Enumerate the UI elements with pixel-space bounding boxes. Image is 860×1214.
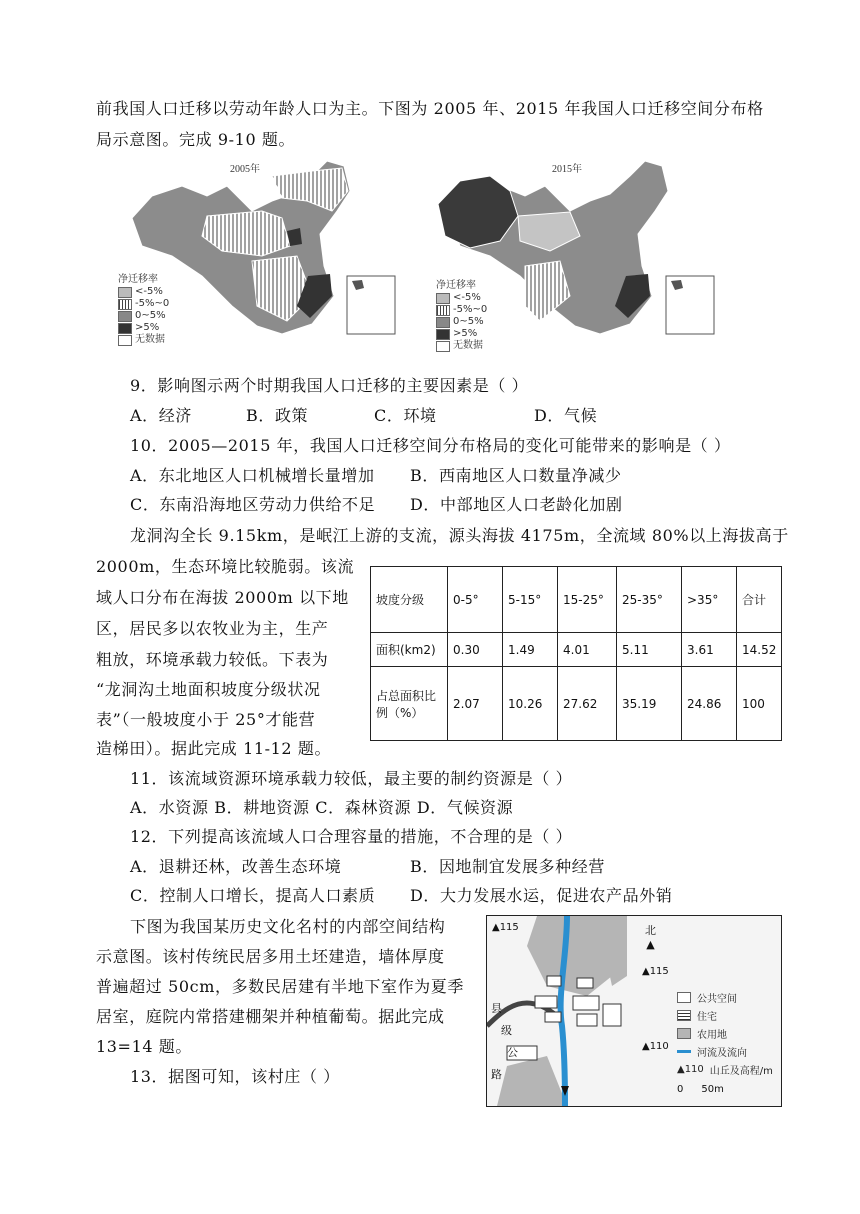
legend-swatch [677,992,691,1003]
table-cell: 3.61 [682,633,737,667]
intro-line-1: 前我国人口迁移以劳动年龄人口为主。下图为 2005 年、2015 年我国人口迁移空间分布格 [96,99,764,118]
legend-label: <-5% [453,292,481,303]
q12-option-b: B．因地制宜发展多种经营 [410,857,605,876]
scale-bar [677,1084,724,1095]
legend-swatch [436,341,450,352]
legend-label: -5%~0 [135,298,170,309]
legend-2015 [436,280,487,352]
q12-option-c: C．控制人口增长，提高人口素质 [130,886,376,905]
scale-label: 0 [677,1084,684,1095]
question-11: 11．该流域资源环境承载力较低，最主要的制约资源是（ ） [130,769,573,788]
question-12: 12．下列提高该流域人口合理容量的措施，不合理的是（ ） [130,827,573,846]
passage2-line-7: 表”（一般坡度小于 25°才能营 [96,710,316,729]
table-cell: 10.26 [503,667,558,741]
q10-option-a: A．东北地区人口机械增长量增加 [130,466,375,485]
q10-option-c: C．东南沿海地区劳动力供给不足 [130,495,376,514]
legend-title: 净迁移率 [436,280,476,291]
table-cell: 5.11 [617,633,682,667]
legend-swatch [436,293,450,304]
village-legend [677,988,773,1078]
legend-label: <-5% [135,286,163,297]
legend-swatch [436,317,450,328]
passage2-line-3: 域人口分布在海拔 2000m 以下地 [96,588,349,607]
passage3-line-4: 居室，庭院内常搭建棚架并种植葡萄。据此完成 [96,1007,445,1026]
passage3-line-5: 13=14 题。 [96,1037,193,1056]
legend-label: -5%~0 [453,304,488,315]
legend-2005 [118,274,169,346]
table-cell: 5-15° [503,567,558,633]
q12-option-a: A．退耕还林，改善生态环境 [130,857,342,876]
legend-swatch [436,305,450,316]
legend-label: >5% [453,328,478,339]
passage2-line-6: “龙洞沟土地面积坡度分级状况 [96,680,321,699]
table-cell: 合计 [737,567,782,633]
table-cell: 15-25° [558,567,617,633]
road-char: 级 [501,1024,512,1037]
legend-label: 河流及流向 [697,1047,747,1059]
q12-option-d: D．大力发展水运，促进农产品外销 [410,886,673,905]
elevation-label: ▲110 [642,1041,669,1052]
passage2-line-1: 龙洞沟全长 9.15km，是岷江上游的支流，源头海拔 4175m，全流域 80%以上海拔高于 [130,526,789,545]
q11-options: A．水资源 B．耕地资源 C．森林资源 D．气候资源 [130,798,514,817]
legend-swatch [677,1028,691,1039]
legend-swatch [436,329,450,340]
north-label: 北 [645,924,656,937]
legend-swatch [118,335,132,346]
q9-option-d: D．气候 [534,406,598,425]
question-13: 13．据图可知，该村庄（ ） [130,1067,340,1086]
question-9: 9．影响图示两个时期我国人口迁移的主要因素是（ ） [130,376,529,395]
legend-label: 农用地 [697,1029,727,1041]
table-cell: 4.01 [558,633,617,667]
legend-swatch [677,1010,691,1021]
road-char: 路 [491,1068,502,1081]
legend-title: 净迁移率 [118,274,158,285]
table-cell: 0-5° [448,567,503,633]
table-cell: 2.07 [448,667,503,741]
passage2-line-4: 区，居民多以农牧业为主，生产 [96,619,329,638]
legend-label: 住宅 [697,1011,717,1023]
map-2015-year: 2015年 [552,164,582,175]
passage3-line-1: 下图为我国某历史文化名村的内部空间结构 [130,917,446,936]
legend-label: 公共空间 [697,993,737,1005]
village-map [486,915,782,1107]
table-cell: 1.49 [503,633,558,667]
legend-label: 0~5% [135,310,166,321]
table-cell: 坡度分级 [371,567,448,633]
legend-swatch [118,299,132,310]
table-row [371,633,782,667]
table-cell: >35° [682,567,737,633]
map-2005-year: 2005年 [230,164,260,175]
passage3-line-3: 普遍超过 50cm，多数民居建有半地下室作为夏季 [96,977,464,996]
hill-symbol: ▲110 [677,1063,704,1075]
table-cell: 占总面积比例（%） [371,667,448,741]
road-label [491,998,518,1086]
legend-label: 无数据 [453,340,483,351]
legend-label: 0~5% [453,316,484,327]
legend-swatch [118,287,132,298]
q9-option-a: A．经济 [130,406,192,425]
table-cell: 100 [737,667,782,741]
question-10: 10．2005—2015 年，我国人口迁移空间分布格局的变化可能带来的影响是（ ） [130,436,731,455]
table-cell: 面积(km2) [371,633,448,667]
table-cell: 27.62 [558,667,617,741]
table-cell: 14.52 [737,633,782,667]
legend-label: 山丘及高程/m [709,1065,773,1077]
q10-option-d: D．中部地区人口老龄化加剧 [410,495,623,514]
north-arrow-icon: ▲ [646,938,655,951]
q10-option-b: B．西南地区人口数量净减少 [410,466,622,485]
intro-line-2: 局示意图。完成 9-10 题。 [96,130,296,149]
slope-table [370,566,782,741]
road-char: 县 [491,1002,502,1015]
table-cell: 35.19 [617,667,682,741]
legend-label: 无数据 [135,334,165,345]
river-swatch [677,1050,691,1053]
scale-label: 50m [701,1084,724,1095]
q9-option-c: C．环境 [374,406,437,425]
north-arrow [645,922,656,951]
passage2-line-8: 造梯田）。据此完成 11-12 题。 [96,739,332,758]
legend-swatch [118,311,132,322]
q9-option-b: B．政策 [246,406,309,425]
passage2-line-5: 粗放，环境承载力较低。下表为 [96,650,329,669]
passage3-line-2: 示意图。该村传统民居多用土坯建造，墙体厚度 [96,947,445,966]
table-cell: 25-35° [617,567,682,633]
legend-label: >5% [135,322,160,333]
table-cell: 24.86 [682,667,737,741]
passage2-line-2: 2000m，生态环境比较脆弱。该流 [96,557,355,576]
table-row [371,667,782,741]
road-char: 公 [507,1046,518,1059]
elevation-label: ▲115 [492,922,519,933]
table-cell: 0.30 [448,633,503,667]
legend-swatch [118,323,132,334]
table-row [371,567,782,633]
elevation-label: ▲115 [642,966,669,977]
